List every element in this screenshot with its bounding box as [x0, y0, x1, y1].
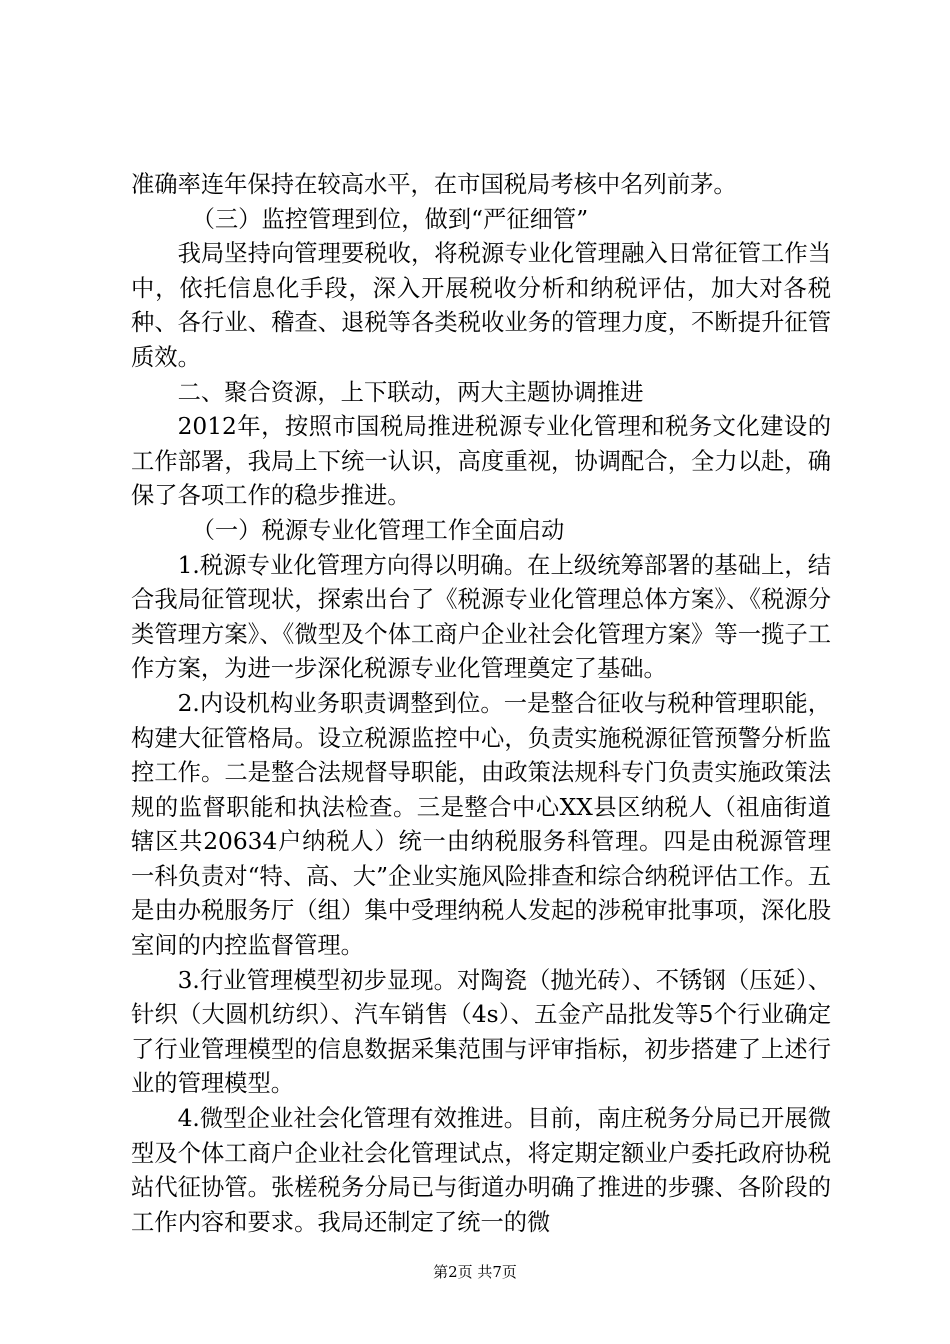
section-heading: （三）监控管理到位，做到“严征细管”	[191, 205, 589, 233]
document-body	[131, 168, 831, 1240]
paragraph: 我局坚持向管理要税收，将税源专业化管理融入日常征管工作当中，依托信息化手段，深入开展税收分析和纳税评估，加大对各税种、各行业、稽查、退税等各类税收业务的管理力度，不断提升征管质效。	[131, 240, 831, 371]
paragraph: 3.行业管理模型初步显现。对陶瓷（抛光砖）、不锈钢（压延）、针织（大圆机纺织）、汽车销售（4s）、五金产品批发等5个行业确定了行业管理模型的信息数据采集范围与评审指标，初步搭建了上述行业的管理模型。	[131, 966, 831, 1098]
paragraph: 2012年，按照市国税局推进税源专业化管理和税务文化建设的工作部署，我局上下统一认识，高度重视，协调配合，全力以赴，确保了各项工作的稳步推进。	[131, 413, 831, 510]
section-heading: 二、聚合资源，上下联动，两大主题协调推进	[177, 378, 644, 406]
paragraph: 准确率连年保持在较高水平，在市国税局考核中名列前茅。	[131, 171, 737, 198]
section-heading: （一）税源专业化管理工作全面启动	[191, 516, 565, 544]
paragraph: 4.微型企业社会化管理有效推进。目前，南庄税务分局已开展微型及个体工商户企业社会化管理试点，将定期定额业户委托政府协税站代征协管。张槎税务分局已与街道办明确了推进的步骤、各阶段的工作内容和要求。我局还制定了统一的微	[131, 1105, 831, 1236]
paragraph: 2.内设机构业务职责调整到位。一是整合征收与税种管理职能，构建大征管格局。设立税源监控中心，负责实施税源征管预警分析监控工作。二是整合法规督导职能，由政策法规科专门负责实施政策法规的监督职能和执法检查。三是整合中心XX县区纳税人（祖庙街道辖区共20634户纳税人）统一由纳税服务科管理。四是由税源管理一科负责对“特、高、大”企业实施风险排查和综合纳税评估工作。五是由办税服务厅（组）集中受理纳税人发起的涉税审批事项，深化股室间的内控监督管理。	[131, 689, 831, 960]
paragraph: 1.税源专业化管理方向得以明确。在上级统筹部署的基础上，结合我局征管现状，探索出台了《税源专业化管理总体方案》、《税源分类管理方案》、《微型及个体工商户企业社会化管理方案》等一揽子工作方案，为进一步深化税源专业化管理奠定了基础。	[131, 551, 831, 683]
page-number-footer: 第2页 共7页	[433, 1263, 517, 1281]
